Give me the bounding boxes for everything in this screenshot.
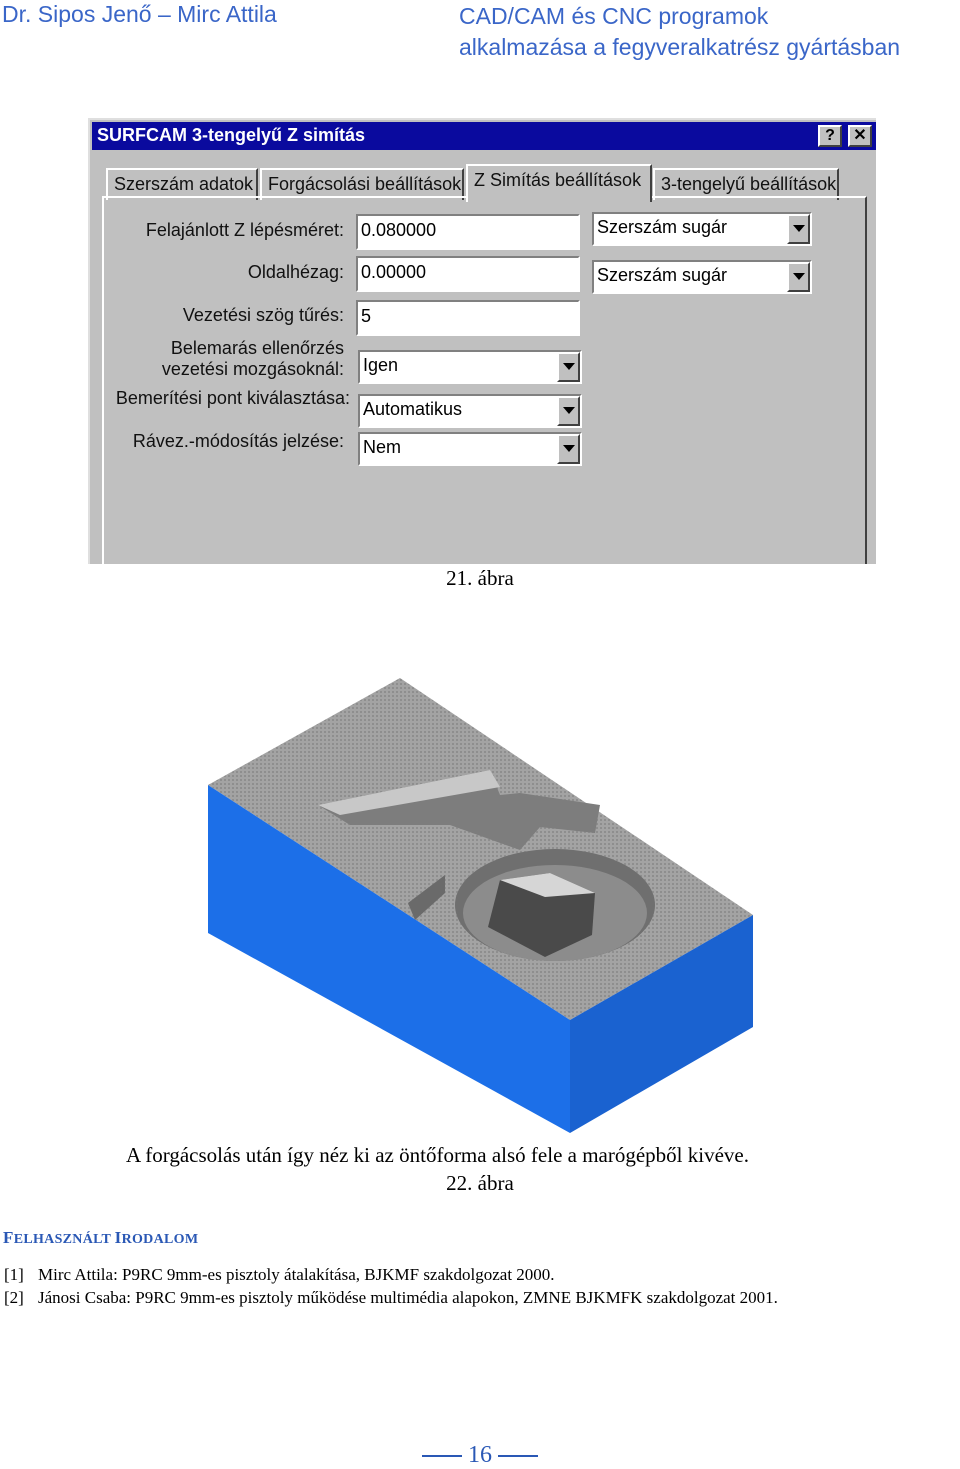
gouge-label-line2: vezetési mozgásoknál: xyxy=(161,359,344,379)
figure-22-description: A forgácsolás után így néz ki az öntőforma alsó fele a marógépből kivéve. xyxy=(126,1143,749,1167)
side-combo-value: Szerszám sugár xyxy=(597,265,728,285)
tab-szerszam-adatok[interactable]: Szerszám adatok xyxy=(106,168,258,200)
entry-combo-value: Automatikus xyxy=(363,399,463,419)
reference-number: [1] xyxy=(4,1265,24,1284)
references-heading-word1: ELHASZNÁLT xyxy=(13,1232,115,1247)
page-number xyxy=(0,1442,960,1469)
step-input[interactable]: 0.080000 xyxy=(356,214,580,250)
references-heading-initial1: F xyxy=(3,1228,14,1247)
references-heading-initial2: I xyxy=(114,1228,122,1247)
mold-3d-render xyxy=(200,675,760,1145)
tab-3-tengelyu-beallitasok[interactable]: 3-tengelyű beállítások xyxy=(653,168,839,200)
page-number-dash-right xyxy=(498,1455,538,1457)
radius-combo-value: Nem xyxy=(363,437,402,457)
side-label: Oldalhézag: xyxy=(247,262,344,282)
side-input[interactable]: 0.00000 xyxy=(356,256,580,292)
entry-label: Bemerítési pont kiválasztása: xyxy=(115,388,350,408)
step-label: Felajánlott Z lépésméret: xyxy=(145,220,344,240)
radius-label: Rávez.-módosítás jelzése: xyxy=(132,431,344,451)
reference-item xyxy=(4,1288,778,1308)
gouge-combo[interactable] xyxy=(358,350,582,384)
surfcam-dialog xyxy=(88,118,876,564)
chevron-down-icon[interactable] xyxy=(557,352,580,382)
chevron-down-icon[interactable] xyxy=(787,262,810,292)
tab-forgacsolasi-beallitasok[interactable]: Forgácsolási beállítások xyxy=(260,168,464,200)
radius-combo[interactable] xyxy=(358,432,582,466)
angle-label: Vezetési szög tűrés: xyxy=(182,305,344,325)
figure-22-caption: 22. ábra xyxy=(446,1171,514,1195)
header-title xyxy=(459,1,900,63)
reference-number: [2] xyxy=(4,1288,24,1307)
figure-21-caption: 21. ábra xyxy=(446,566,514,590)
reference-text: Mirc Attila: P9RC 9mm-es pisztoly átalakítása, BJKMF szakdolgozat 2000. xyxy=(38,1265,555,1284)
dialog-titlebar xyxy=(92,122,876,150)
reference-text: Jánosi Csaba: P9RC 9mm-es pisztoly működése multimédia alapokon, ZMNE BJKMFK szakdolgozat 2001. xyxy=(38,1288,778,1307)
close-button[interactable]: ✕ xyxy=(848,125,872,147)
chevron-down-icon[interactable] xyxy=(787,214,810,244)
gouge-combo-value: Igen xyxy=(363,355,399,375)
tab-z-simitas-beallitasok[interactable]: Z Simítás beállítások xyxy=(466,164,652,202)
references-heading-word2: RODALOM xyxy=(121,1232,199,1247)
references-heading xyxy=(3,1228,198,1248)
dialog-title: SURFCAM 3-tengelyű Z simítás xyxy=(97,125,366,145)
gouge-label xyxy=(162,338,344,380)
step-combo[interactable] xyxy=(592,212,812,246)
reference-item xyxy=(4,1265,555,1285)
header-title-line1: CAD/CAM és CNC programok xyxy=(459,3,769,29)
chevron-down-icon[interactable] xyxy=(557,396,580,426)
angle-input[interactable]: 5 xyxy=(356,300,580,336)
step-combo-value: Szerszám sugár xyxy=(597,217,728,237)
header-title-line2: alkalmazása a fegyveralkatrész gyártásban xyxy=(459,34,901,60)
page-number-dash-left xyxy=(422,1455,462,1457)
page-number-value: 16 xyxy=(468,1442,492,1468)
gouge-label-line1: Belemarás ellenőrzés xyxy=(170,338,344,358)
entry-combo[interactable] xyxy=(358,394,582,428)
chevron-down-icon[interactable] xyxy=(557,434,580,464)
header-authors: Dr. Sipos Jenő – Mirc Attila xyxy=(2,1,277,27)
help-button[interactable]: ? xyxy=(818,125,842,147)
side-combo[interactable] xyxy=(592,260,812,294)
